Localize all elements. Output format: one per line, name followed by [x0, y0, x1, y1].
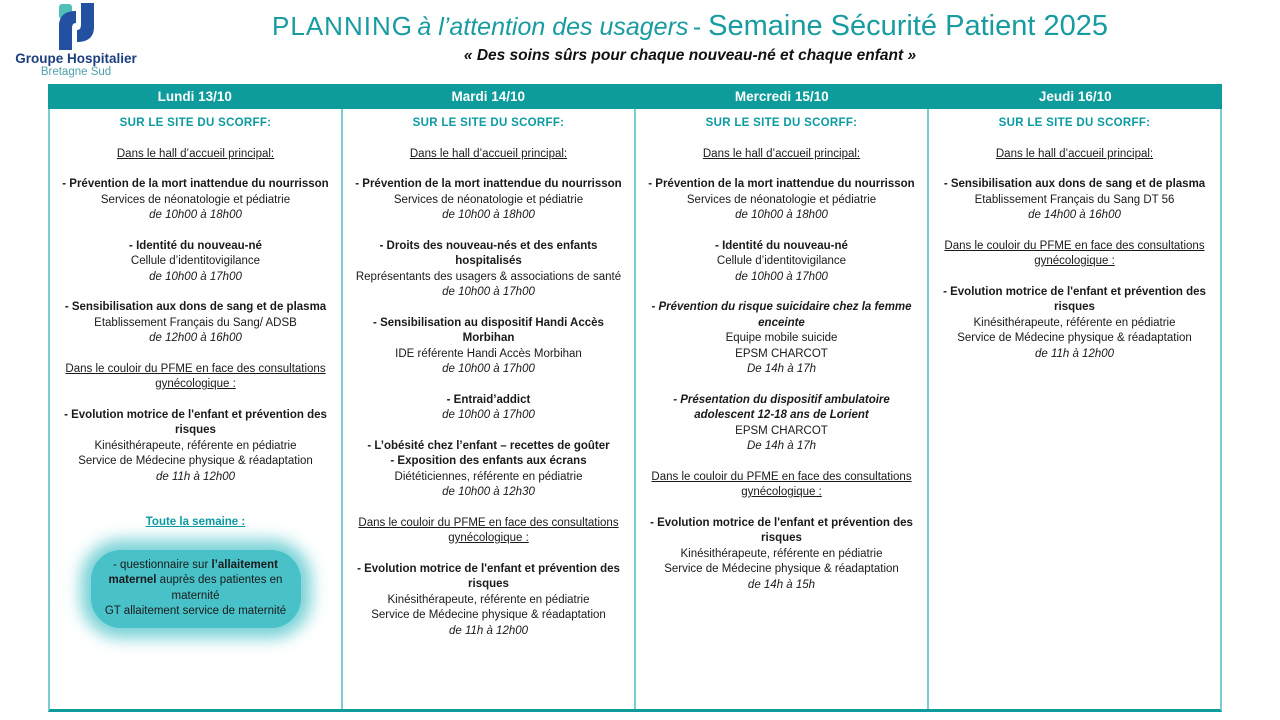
- spacer: [352, 501, 625, 516]
- schedule-line: de 14h00 à 16h00: [1028, 209, 1121, 221]
- title-audience: à l’attention des usagers: [417, 13, 689, 41]
- highlight-note: [91, 550, 301, 628]
- schedule-line: de 11h à 12h00: [1034, 347, 1115, 360]
- logo-text-line2: Bretagne Sud: [40, 66, 112, 78]
- spacer: [59, 347, 332, 362]
- spacer: [645, 455, 918, 470]
- spacer: [645, 501, 918, 516]
- day-column-0: [50, 109, 341, 709]
- schedule-line: - Prévention de la mort inattendue du nourrisson: [648, 178, 915, 190]
- planning-table: [48, 84, 1222, 712]
- schedule-line: De 14h à 17h: [746, 363, 817, 375]
- schedule-line: de 10h00 à 17h00: [442, 363, 535, 375]
- schedule-line: Etablissement Français du Sang/ ADSB: [94, 316, 297, 329]
- spacer: [59, 393, 332, 408]
- schedule-line: - Exposition des enfants aux écrans: [390, 455, 587, 467]
- page-title: [140, 10, 1240, 43]
- title-planning: PLANNING: [272, 11, 413, 41]
- schedule-line: de 10h00 à 12h30: [442, 486, 535, 498]
- schedule-line: - Sensibilisation aux dons de sang et de plasma: [64, 301, 327, 313]
- spacer: [59, 500, 332, 515]
- title-event: Semaine Sécurité Patient 2025: [708, 10, 1108, 42]
- schedule-line: Dans le hall d’accueil principal:: [116, 147, 275, 160]
- schedule-line: Représentants des usagers & associations de santé: [355, 270, 622, 283]
- day-column-1: [341, 109, 634, 709]
- schedule-line: - Identité du nouveau-né: [715, 239, 848, 252]
- schedule-line: Services de néonatologie et pédiatrie: [393, 193, 584, 206]
- table-body-row: [48, 109, 1222, 712]
- schedule-line: de 11h à 12h00: [155, 470, 236, 483]
- logo-h-icon: [42, 2, 110, 52]
- schedule-line: SUR LE SITE DU SCORFF:: [705, 117, 858, 129]
- schedule-line: Service de Médecine physique & réadaptation: [664, 563, 899, 575]
- day-header-0: Lundi 13/10: [157, 89, 232, 104]
- schedule-line: De 14h à 17h: [746, 440, 817, 452]
- schedule-line: - Entraid’addict: [446, 393, 531, 406]
- spacer: [59, 132, 332, 147]
- day-column-2: [634, 109, 927, 709]
- schedule-line: de 14h à 15h: [747, 578, 816, 591]
- schedule-line: de 10h00 à 17h00: [442, 409, 535, 421]
- page-header: [140, 10, 1240, 65]
- schedule-line: Kinésithérapeute, référente en pédiatrie: [680, 547, 883, 560]
- schedule-line: EPSM CHARCOT: [735, 424, 828, 437]
- schedule-line: - Prévention de la mort inattendue du nourrisson: [355, 178, 622, 190]
- schedule-line: - Prévention du risque suicidaire chez la femme enceinte: [651, 301, 912, 329]
- spacer: [352, 547, 625, 562]
- schedule-line: Dans le couloir du PFME en face des consultations gynécologique :: [651, 470, 912, 498]
- day-column-3: [927, 109, 1220, 709]
- schedule-line: de 10h00 à 17h00: [149, 270, 242, 283]
- schedule-line: - Evolution motrice de l'enfant et prévention des risques: [943, 285, 1206, 313]
- spacer: [59, 285, 332, 300]
- spacer: [352, 301, 625, 316]
- schedule-line: Service de Médecine physique & réadaptation: [371, 609, 606, 621]
- spacer: [352, 424, 625, 439]
- logo-text-line1: Groupe Hospitalier: [15, 51, 137, 66]
- schedule-line: - Présentation du dispositif ambulatoire adolescent 12-18 ans de Lorient: [673, 393, 890, 421]
- schedule-line: Etablissement Français du Sang DT 56: [974, 193, 1175, 206]
- schedule-line: Service de Médecine physique & réadaptation: [78, 455, 313, 467]
- spacer: [645, 162, 918, 177]
- spacer: [938, 162, 1211, 177]
- spacer: [645, 285, 918, 300]
- schedule-line: - Evolution motrice de l'enfant et prévention des risques: [357, 562, 620, 590]
- spacer: [59, 224, 332, 239]
- day-header-2: Mercredi 15/10: [734, 89, 829, 104]
- schedule-line: Dans le hall d’accueil principal:: [702, 147, 861, 160]
- schedule-line: de 11h à 12h00: [448, 624, 529, 637]
- schedule-line: - Evolution motrice de l'enfant et prévention des risques: [650, 516, 913, 544]
- schedule-line: Dans le couloir du PFME en face des consultations gynécologique :: [358, 516, 619, 544]
- table-header-row: [48, 84, 1222, 109]
- schedule-line: - L’obésité chez l’enfant – recettes de goûter: [367, 439, 610, 452]
- spacer: [938, 132, 1211, 147]
- schedule-line: GT allaitement service de maternité: [104, 605, 287, 617]
- schedule-line: Toute la semaine :: [145, 516, 246, 528]
- schedule-line: - Sensibilisation aux dons de sang et de plasma: [943, 178, 1206, 190]
- schedule-line: de 12h00 à 16h00: [149, 332, 242, 344]
- schedule-line: - Sensibilisation au dispositif Handi Accès Morbihan: [373, 316, 604, 344]
- spacer: [352, 378, 625, 393]
- schedule-line: Kinésithérapeute, référente en pédiatrie: [973, 316, 1176, 329]
- spacer: [59, 162, 332, 177]
- spacer: [645, 378, 918, 393]
- schedule-line: Dans le couloir du PFME en face des consultations gynécologique :: [65, 362, 326, 390]
- schedule-line: Dans le couloir du PFME en face des consultations gynécologique :: [944, 239, 1205, 267]
- schedule-line: - Identité du nouveau-né: [129, 239, 262, 252]
- spacer: [352, 162, 625, 177]
- schedule-line: - Droits des nouveau-nés et des enfants hospitalisés: [379, 239, 598, 267]
- schedule-line: Services de néonatologie et pédiatrie: [100, 193, 291, 206]
- schedule-line: Dans le hall d’accueil principal:: [995, 147, 1154, 160]
- hospital-logo: [12, 2, 140, 79]
- schedule-line: de 10h00 à 18h00: [149, 209, 242, 221]
- day-header-1: Mardi 14/10: [451, 89, 526, 104]
- schedule-line: Diététiciennes, référente en pédiatrie: [394, 470, 583, 483]
- schedule-line: de 10h00 à 18h00: [735, 209, 828, 221]
- schedule-line: Kinésithérapeute, référente en pédiatrie: [94, 439, 297, 452]
- spacer: [645, 132, 918, 147]
- spacer: [59, 485, 332, 500]
- spacer: [645, 224, 918, 239]
- schedule-line: de 10h00 à 17h00: [442, 286, 535, 298]
- spacer: [59, 531, 332, 546]
- spacer: [352, 132, 625, 147]
- schedule-line: - Evolution motrice de l'enfant et prévention des risques: [64, 408, 327, 436]
- schedule-line: - questionnaire sur l’allaitement maternel auprès des patientes en maternité: [108, 558, 283, 602]
- title-separator: -: [692, 13, 709, 41]
- schedule-line: Equipe mobile suicide: [725, 332, 838, 344]
- spacer: [938, 224, 1211, 239]
- spacer: [352, 224, 625, 239]
- schedule-line: - Prévention de la mort inattendue du nourrisson: [62, 178, 329, 190]
- schedule-line: Service de Médecine physique & réadaptation: [957, 332, 1192, 344]
- schedule-line: Kinésithérapeute, référente en pédiatrie: [387, 593, 590, 606]
- day-header-3: Jeudi 16/10: [1038, 89, 1112, 104]
- schedule-line: de 10h00 à 17h00: [735, 270, 828, 283]
- schedule-line: Cellule d’identitovigilance: [130, 255, 261, 267]
- spacer: [938, 270, 1211, 285]
- schedule-line: EPSM CHARCOT: [735, 347, 828, 360]
- schedule-line: Services de néonatologie et pédiatrie: [686, 193, 877, 206]
- schedule-line: IDE référente Handi Accès Morbihan: [395, 347, 582, 360]
- schedule-line: de 10h00 à 18h00: [442, 209, 535, 221]
- schedule-line: SUR LE SITE DU SCORFF:: [998, 117, 1151, 129]
- schedule-line: Dans le hall d’accueil principal:: [409, 147, 568, 160]
- page-subtitle: « Des soins sûrs pour chaque nouveau-né et chaque enfant »: [463, 47, 917, 64]
- schedule-line: Cellule d’identitovigilance: [716, 255, 847, 267]
- schedule-line: SUR LE SITE DU SCORFF:: [119, 117, 272, 129]
- schedule-line: SUR LE SITE DU SCORFF:: [412, 117, 565, 129]
